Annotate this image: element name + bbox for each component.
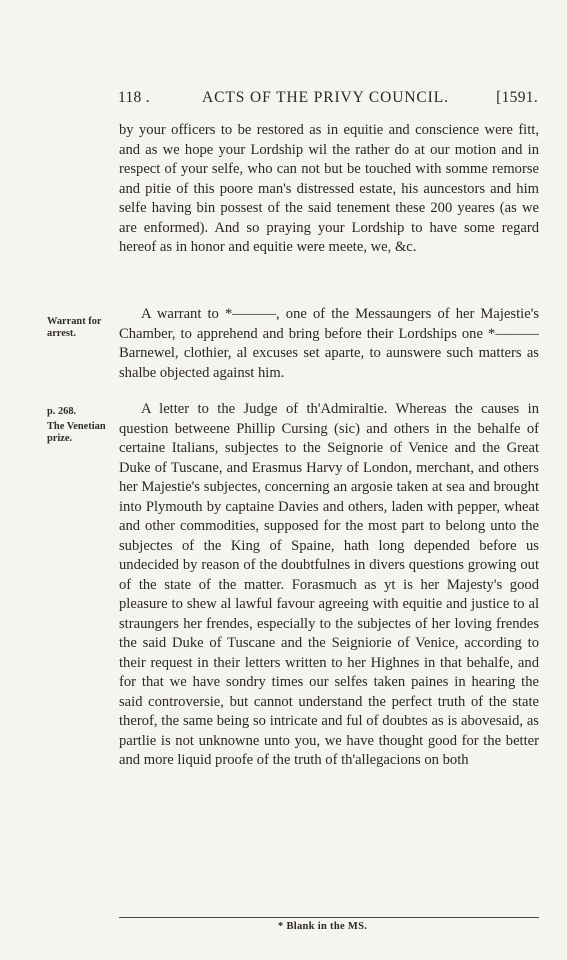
footnote-divider <box>119 917 539 918</box>
paragraph-text: A letter to the Judge of th'Admiraltie. Whereas the causes in question betweene Phillip Cursing (sic) and others in the behalfe of certaine Italians, subjectes to the Seignorie of Venice and the Great Duke of Tuscane, and Erasmus Harvy of London, merchant, and others her Majestie's subjectes, concerning an argosie taken at sea and brought into Plymouth by captaine Davies and others, laden with pepper, wheat and other commodities, supposed for the most part to belong unto the subjectes of the King of Spaine, hath long depended before us undecided by reason of the doubtfulnes in divers questions growing out of the state of the matter. Forasmuch as yt is her Majesty's good pleasure to shew al lawful favour agreeing with equitie and justice to al straungers her frendes, especially to the subjectes of her loving frendes the said Duke of Tuscane and the Seigniorie of Venice, according to their request in their letters written to her Highnes in that behalfe, and for that we have sondry times our selfes taken paines in hearing the said controversie, but cannot understand the perfect truth of the state therof, the same being so intricate and ful of doubtes as is abovesaid, as partlie is not unknowne unto you, we have thought good for the better and more liquid proofe of the truth of th'allegacions on both <box>119 401 539 768</box>
paragraph-warrant <box>119 305 539 383</box>
margin-note-page-ref: p. 268. <box>47 406 77 417</box>
margin-note-venetian: The Venetian prize. <box>47 421 106 444</box>
paragraph-text: A warrant to *———, one of the Messaungers of her Majestie's Chamber, to apprehend and bring before their Lordships one *——— Barnewel, clothier, al excuses set aparte, to aunswere such matters as shalbe objected against him. <box>119 306 539 381</box>
paragraph-letter <box>119 400 539 771</box>
margin-note-warrant: Warrant for arrest. <box>47 316 102 339</box>
year-marker: [1591. <box>496 89 538 106</box>
footnote: * Blank in the MS. <box>278 921 368 932</box>
paragraph-text: by your officers to be restored as in equitie and conscience were fitt, and as we hope your Lordship wil the rather do at our motion and in respect of your selfe, who can not but be touched with somme remorse and pitie of this poore man's distressed estate, his auncestors and him selfe having bin possest of the said tenement these 200 yeares (as we are enformed). And so praying your Lordship to have some regard hereof as in honor and equitie were meete, we, &c. <box>119 122 539 255</box>
running-header <box>118 89 538 111</box>
running-title: ACTS OF THE PRIVY COUNCIL. <box>202 89 449 106</box>
paragraph-continuation <box>119 121 539 258</box>
page-number: 118 . <box>118 89 150 106</box>
